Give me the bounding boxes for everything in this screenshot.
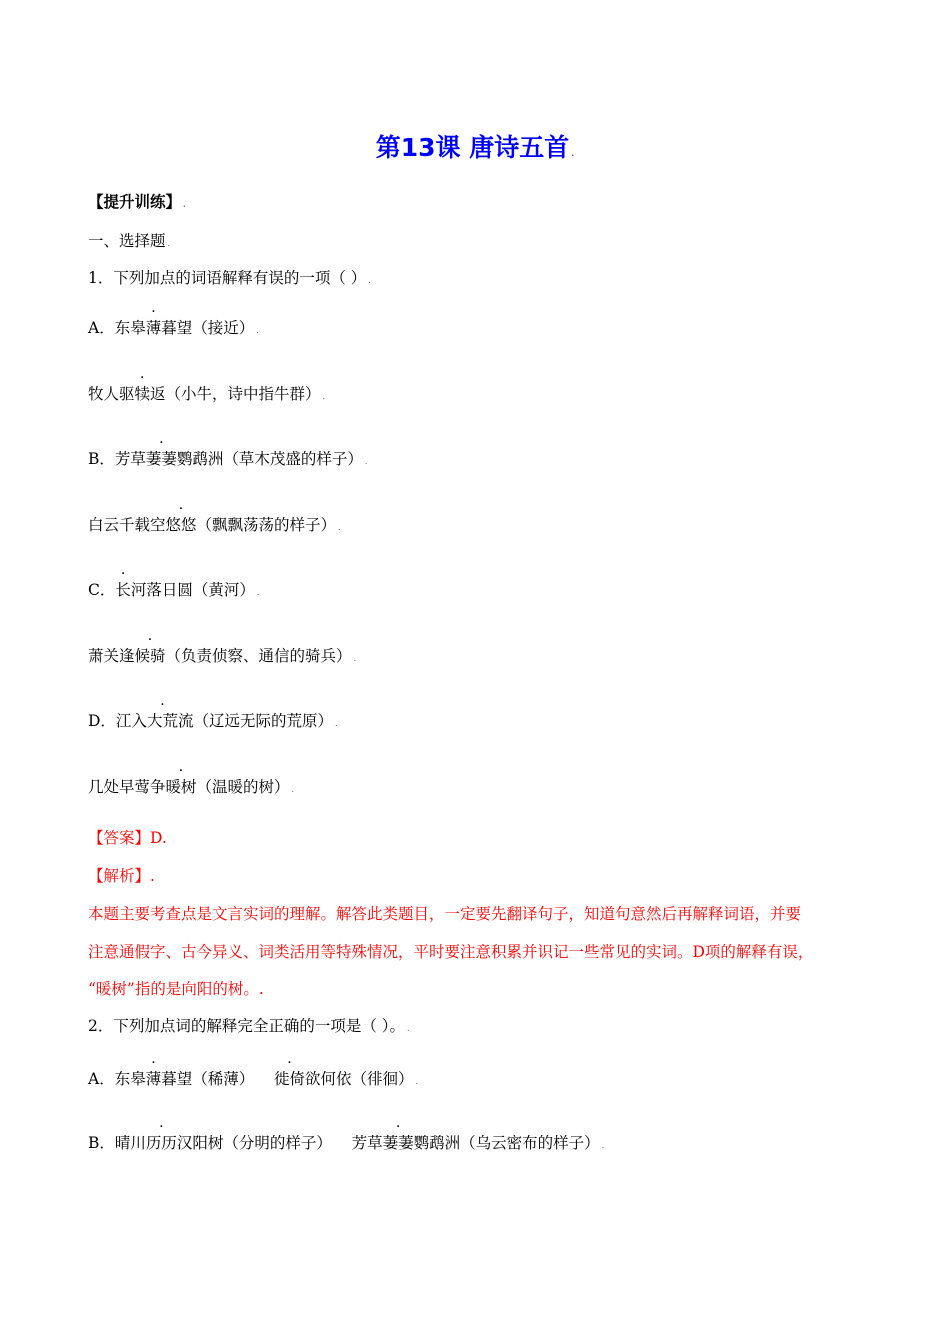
dotted-word: 长 xyxy=(115,581,131,599)
question-2-stem: 2．下列加点词的解释完全正确的一项是（ ）。 . xyxy=(88,1017,410,1035)
analysis-text-line: 注意通假字、古今异义、词类活用等特殊情况，平时要注意积累并识记一些常见的实词。D项的解释有误， xyxy=(88,943,814,961)
page-title: 第13课 唐诗五首 . xyxy=(375,133,575,162)
q1-option-c-line1: C．长河落日圆（黄河） . xyxy=(88,578,259,605)
dotted-word: 暖树 xyxy=(165,778,197,796)
dotted-word: 薄 xyxy=(145,319,162,337)
q1-option-b-line1: B．芳草萋萋鹦鹉洲（草木茂盛的样子） . xyxy=(88,447,367,474)
dotted-word: 犊 xyxy=(134,385,151,403)
q1-option-d-line2: 几处早莺争暖树（温暖的树） . xyxy=(88,775,294,802)
dotted-word: 萋萋 xyxy=(382,1134,414,1152)
dotted-word: 悠悠 xyxy=(165,516,197,534)
dotted-word: 薄 xyxy=(145,1070,162,1088)
part-heading: 一、选择题 . xyxy=(88,232,171,250)
q1-option-d-line1: D．江入大荒流（辽远无际的荒原） . xyxy=(88,709,338,736)
dotted-word: 候骑 xyxy=(134,647,166,665)
q1-option-c-line2: 萧关逢候骑（负责侦察、通信的骑兵） . xyxy=(88,644,356,671)
analysis-text-line: 本题主要考查点是文言实词的理解。解答此类题目，一定要先翻译句子，知道句意然后再解释词语，并要 xyxy=(88,905,802,923)
q1-option-a-line2: 牧人驱犊返（小牛，诗中指牛群） . xyxy=(88,382,325,409)
dotted-word: 历历 xyxy=(145,1134,177,1152)
question-1-stem: 1．下列加点的词语解释有误的一项（ ） . xyxy=(88,269,371,287)
dotted-word: 大荒 xyxy=(146,712,178,730)
section-heading: 【提升训练】 . xyxy=(88,192,186,211)
analysis-label: 【解析】. xyxy=(88,867,155,885)
dotted-word: 徙倚 xyxy=(273,1070,305,1088)
answer-line: 【答案】D. xyxy=(88,829,167,847)
q1-option-a-line1: A．东皋薄暮望（接近） . xyxy=(88,316,259,343)
dotted-word: 萋萋 xyxy=(145,450,177,468)
analysis-text-line: “暖树”指的是向阳的树。. xyxy=(88,980,264,998)
q2-option-b: B．晴川历历汉阳树（分明的样子） 芳草萋萋鹦鹉洲（乌云密布的样子） . xyxy=(88,1131,604,1158)
q2-option-a: A．东皋薄暮望（稀薄） 徙倚欲何依（徘徊） . xyxy=(88,1067,418,1094)
q1-option-b-line2: 白云千载空悠悠（飘飘荡荡的样子） . xyxy=(88,513,341,540)
